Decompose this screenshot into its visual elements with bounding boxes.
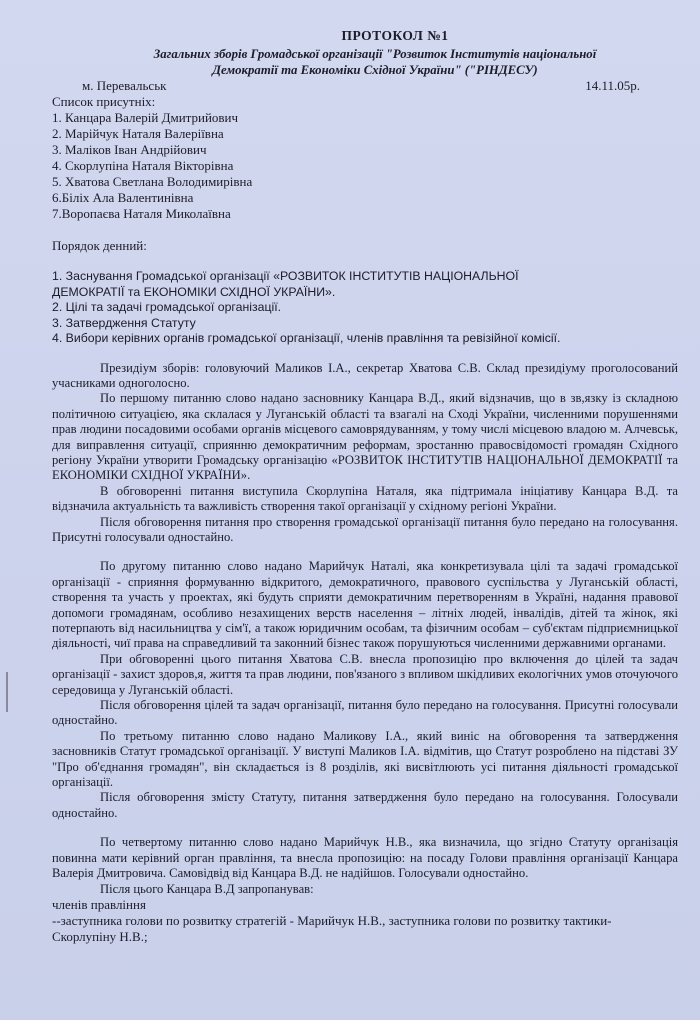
agenda-item: 4. Вибори керівних органів громадської організації, членів правління та ревізійної комісії. [52, 331, 561, 345]
attendee-item: 4. Скорлупіна Наталя Вікторівна [52, 158, 234, 173]
attendee-item: 6.Біліх Ала Валентинівна [52, 190, 194, 205]
margin-mark [6, 672, 8, 712]
attendee-item: 3. Маліков Іван Андрійович [52, 142, 207, 157]
attendees-list [52, 110, 678, 222]
attendee-item: 1. Канцара Валерій Дмитрийович [52, 110, 239, 125]
protocol-subtitle [72, 46, 678, 78]
attendees-heading: Список присутніх: [52, 94, 156, 109]
attendee-item: 2. Марійчук Наталя Валеріївна [52, 126, 224, 141]
board-members-label: членів правління [52, 896, 146, 912]
attendee-item: 5. Хватова Светлана Володимирівна [52, 174, 253, 189]
subtitle-line: Демократії та Економіки Східної України" ("РІНДЕСУ) [212, 63, 538, 77]
paragraph-item2-proposal: При обговоренні цього питання Хватова С.В. внесла пропозицію про включення до цілей та задач організації - захист здоров,я, життя та прав людини, пов'язаного з впливом шкідливих екологічних умов оточуючого середовища у Луганській області. [52, 651, 678, 697]
paragraph-item2-speech: По другому питанню слово надано Марийчук Наталі, яка конкретизувала цілі та задачі громадської організації - сприяння формуванню відкритого, демократичного, правового суспільства у Луганській області, створення та участь у проектах, які будуть сприяти демократичним перетворенням в Україні, надання правової допомоги громадянам, особливо незахищених верств населення – літніх людей, інвалідів, дітей та жінок, які потерпають від насильництва у сім'ї, а також юридичним особам, та фізичним особам – суб'єктам підприємницької діяльності, чиї права на справедливий та законний бізнес також порушуються численними державними органами. [52, 559, 678, 651]
paragraph-item4-proposal: Після цього Канцара В.Д запропанував: [100, 881, 314, 896]
place: м. Перевальськ [82, 78, 167, 93]
agenda-item: 1. Заснування Громадської організації «РОЗВИТОК ІНСТИТУТІВ НАЦІОНАЛЬНОЇ [52, 269, 519, 283]
paragraph-item3-speech: По третьому питанню слово надано Маликову І.А., який виніс на обговорення та затвердження засновників Статут громадської організації. У виступі Маликов І.А. відмітив, що Статут розроблено на підставі ЗУ "Про об'єднання громадян", він складається із 8 розділів, які висвітлюють усі питання діяльності громадської організації. [52, 728, 678, 790]
attendees-section [52, 94, 678, 222]
date: 14.11.05р. [585, 78, 640, 93]
agenda-item: ДЕМОКРАТІЇ та ЕКОНОМІКИ СХІДНОЇ УКРАЇНИ». [52, 284, 336, 299]
agenda-item: 2. Цілі та задачі громадської організації. [52, 300, 282, 314]
agenda-item: 3. Затвердження Статуту [52, 315, 196, 330]
board-members-line: --заступника голови по розвитку стратегій - Марийчук Н.В., заступника голови по розвитку тактики- Скорлупіну Н.В.; [52, 912, 612, 944]
paragraph-item4-speech: По четвертому питанню слово надано Марийчук Н.В., яка визначила, що згідно Статуту організація повинна мати керівний орган правління, та внесла пропозицію: на посаду Голови правління організації Канцара Валерія Дмитровича. Самовідвід від Канцара В.Д. не надійшов. Голосували одностайно. [52, 835, 678, 881]
subtitle-line: Загальних зборів Громадської організації "Розвиток Інститутів національної [153, 47, 597, 61]
paragraph-presidium: Президіум зборів: головуючий Маликов І.А., секретар Хватова С.В. Склад президіуму проголосований учасниками одноголосно. [52, 360, 678, 390]
paragraph-item1-discussion: В обговоренні питання виступила Скорлупіна Наталя, яка підтримала ініціативу Канцара В.Д. та відзначила актуальність та важливість створення такої організації у східному регіоні України. [52, 483, 678, 514]
protocol-title: ПРОТОКОЛ №1 [341, 28, 449, 43]
paragraph-item3-vote: Після обговорення змісту Статуту, питання затвердження було передано на голосування. Голосували одностайно. [52, 790, 678, 820]
place-date-row [82, 78, 640, 94]
paragraph-item1-speech: По першому питанню слово надано засновнику Канцара В.Д., який відзначив, що в зв,язку із складною політичною ситуацією, яка склалася у Луганській області та взагалі на Сході України, численними порушеннями прав людини посадовими особами органів місцевого самоврядуванням, у тому числі місцевою владою м. Алчевськ, для виправлення ситуації, сприянню демократичним реформам, зростанню правосвідомості громадян Східного регіону України утворити Громадську організацію «РОЗВИТОК ІНСТИТУТІВ НАЦІОНАЛЬНОЇ ДЕМОКРАТІЇ та ЕКОНОМІКИ СХІДНОЇ УКРАЇНИ». [52, 391, 678, 483]
attendee-item: 7.Воропаєва Наталя Миколаївна [52, 206, 231, 221]
agenda-list [52, 269, 678, 347]
agenda-heading: Порядок денний: [52, 238, 147, 253]
paragraph-item1-vote: Після обговорення питання про створення громадської організації питання було передано на голосування. Присутні голосували одностайно. [52, 514, 678, 544]
paragraph-item2-vote: Після обговорення цілей та задач організації, питання було передано на голосування. Присутні голосували одностайно. [52, 698, 678, 728]
